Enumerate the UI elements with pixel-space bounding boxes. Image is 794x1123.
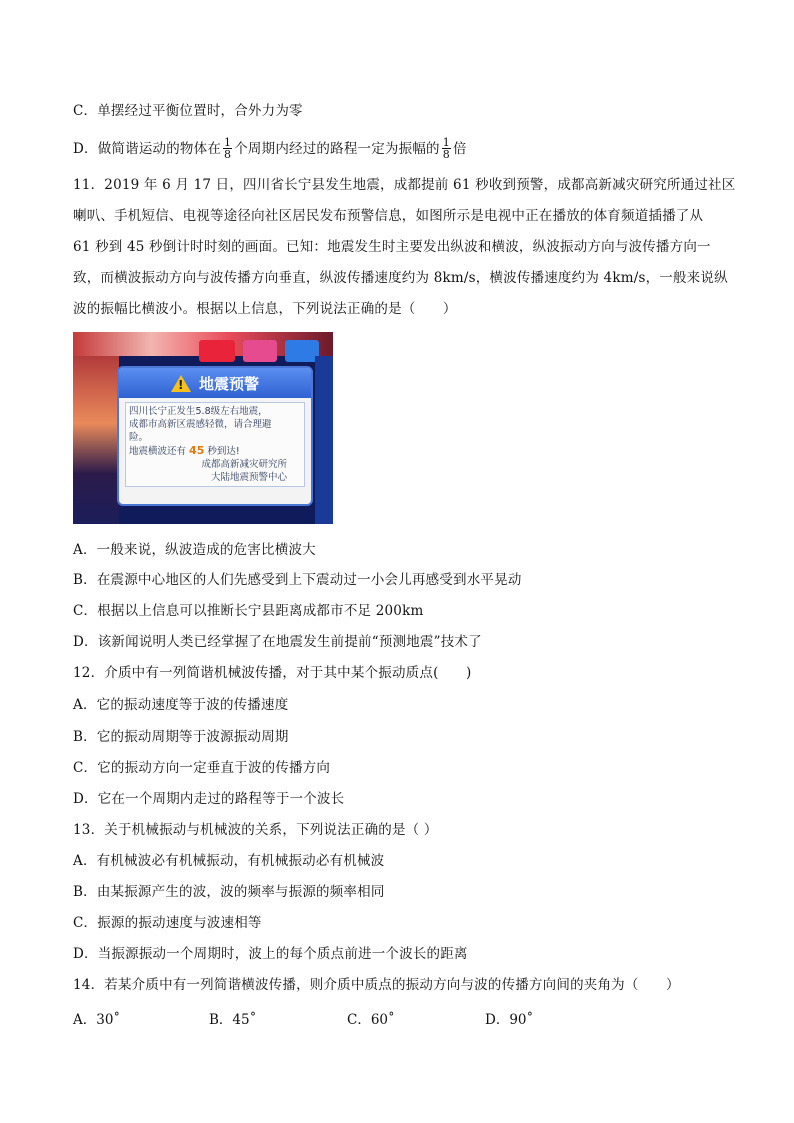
q11-option-b: B．在震源中心地区的人们先感受到上下震动过一小会儿再感受到水平晃动 [73,572,522,588]
alert-line-2: 成都市高新区震感轻微，请合理避 [129,419,272,430]
tv-right-panel [315,356,333,524]
tv-tile [199,340,235,362]
q13-option-a: A．有机械波必有机械振动，有机械振动必有机械波 [73,853,385,869]
fraction-numerator: 1 [224,136,232,149]
countdown-prefix: 地震横波还有 [129,446,187,457]
countdown-suffix: 秒到达! [207,446,240,457]
q14-option-d: D．90˚ [485,1012,534,1028]
q12-option-c: C．它的振动方向一定垂直于波的传播方向 [73,760,331,776]
q13-option-b: B．由某振源产生的波，波的频率与振源的频率相同 [73,884,385,900]
q12-option-d: D．它在一个周期内走过的路程等于一个波长 [73,791,345,807]
tv-tile [243,340,277,362]
q12-stem: 12．介质中有一列简谐机械波传播，对于其中某个振动质点( ) [73,665,472,681]
q14-option-a: A．30˚ [73,1012,121,1028]
q14-option-b: B．45˚ [209,1012,257,1028]
warning-icon: ! [171,375,191,392]
alert-line-1: 四川长宁正发生5.8级左右地震， [129,406,268,417]
q13-stem: 13．关于机械振动与机械波的关系，下列说法正确的是（ ） [73,822,438,838]
tv-earthquake-alert-image [73,332,333,524]
option-d-text-1: D．做简谐运动的物体在 [73,141,222,157]
q13-option-d: D．当振源振动一个周期时，波上的每个质点前进一个波长的距离 [73,946,468,962]
q11-line-3: 61 秒到 45 秒倒计时时刻的画面。已知：地震发生时主要发出纵波和横波，纵波振动方向与波传播方向一 [73,239,711,255]
fraction-denominator: 8 [224,148,232,161]
option-d-text-2: 个周期内经过的路程一定为振幅的 [234,141,440,157]
q11-line-2: 喇叭、手机短信、电视等途径向社区居民发布预警信息，如图所示是电视中正在播放的体育频道插播了从 [73,208,704,224]
fraction-one-eighth [223,137,232,160]
alert-message-box [125,402,305,487]
q11-line-4: 致，而横波振动方向与波传播方向垂直，纵波传播速度约为 8km/s，横波传播速度约为 4km/s，一般来说纵 [73,270,728,286]
fraction-one-eighth-2 [442,137,451,160]
alert-body [119,398,311,491]
q14-option-c: C．60˚ [347,1012,395,1028]
line-option-c: C．单摆经过平衡位置时，合外力为零 [73,103,303,119]
alert-dialog [117,366,313,506]
alert-line-3: 险。 [129,432,149,443]
alert-source-2: 大陆地震预警中心 [210,472,287,483]
q11-option-c: C．根据以上信息可以推断长宁县距离成都市不足 200km [73,603,424,619]
alert-source-1: 成都高新减灾研究所 [201,459,287,470]
tv-left-panel [73,356,119,524]
alert-header [119,368,311,398]
line-option-d [73,138,467,161]
tv-tile [285,340,319,362]
option-d-text-3: 倍 [452,141,467,157]
fraction-denominator: 8 [442,148,450,161]
q11-line-5: 波的振幅比横波小。根据以上信息，下列说法正确的是（ ） [73,301,457,317]
q12-option-b: B．它的振动周期等于波源振动周期 [73,729,289,745]
alert-title: 地震预警 [198,374,259,393]
q13-option-c: C．振源的振动速度与波速相等 [73,915,262,931]
q14-stem: 14．若某介质中有一列简谐横波传播，则介质中质点的振动方向与波的传播方向间的夹角为（ ） [73,977,680,993]
countdown-seconds: 45 [189,444,205,457]
fraction-numerator: 1 [442,136,450,149]
alert-countdown [129,444,301,458]
q11-option-d: D．该新闻说明人类已经掌握了在地震发生前提前“预测地震”技术了 [73,634,482,650]
q11-option-a: A．一般来说，纵波造成的危害比横波大 [73,542,316,558]
q12-option-a: A．它的振动速度等于波的传播速度 [73,697,289,713]
q11-line-1: 11．2019 年 6 月 17 日，四川省长宁县发生地震，成都提前 61 秒收到预警，成都高新减灾研究所通过社区 [73,177,736,193]
